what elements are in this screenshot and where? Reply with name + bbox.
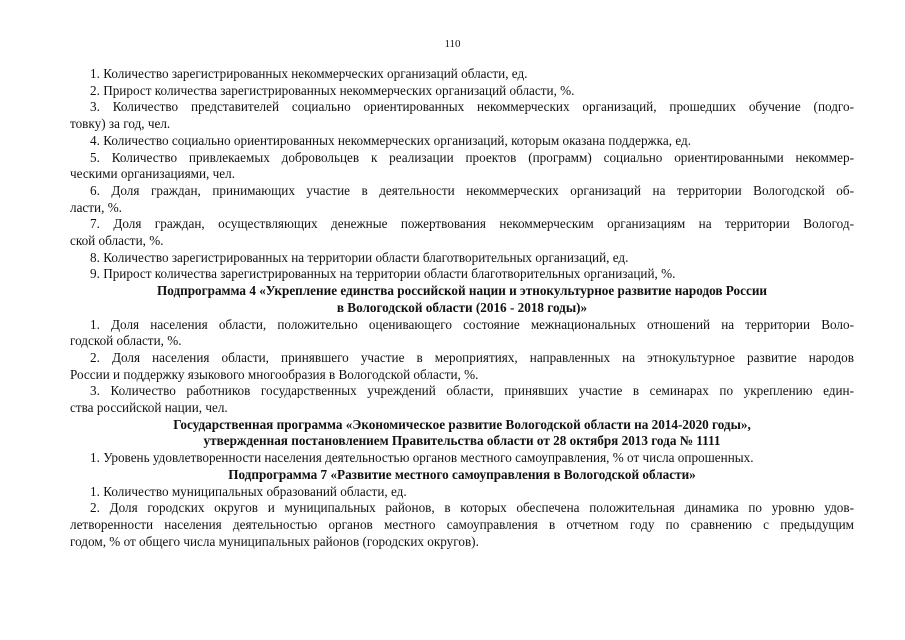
text-line: 3. Количество работников государственных учреждений области, принявших участие в семинарах по укреплению един- <box>90 383 854 399</box>
indicator-item <box>70 83 854 100</box>
section-heading <box>70 467 854 484</box>
text-line: России и поддержку языкового многообразия в Вологодской области, %. <box>70 366 479 382</box>
text-line: ческими организациями, чел. <box>70 166 235 182</box>
text-line: 1. Уровень удовлетворенности населения деятельностью органов местного самоуправления, % от числа опрошенных. <box>90 450 754 466</box>
indicator-item <box>70 216 854 249</box>
text-line: 2. Доля городских округов и муниципальных районов, в которых обеспечена положительная динамика по уровню удов- <box>90 500 854 516</box>
indicator-item <box>70 383 854 416</box>
indicator-item <box>70 266 854 283</box>
section-heading <box>70 417 854 450</box>
text-line: 2. Прирост количества зарегистрированных некоммерческих организаций области, %. <box>90 82 575 98</box>
indicator-item <box>70 484 854 501</box>
text-line: 7. Доля граждан, осуществляющих денежные пожертвования некоммерческим организациям на территории Вологод- <box>90 216 854 232</box>
document-body <box>70 66 854 550</box>
indicator-item <box>70 500 854 550</box>
indicator-item <box>70 99 854 132</box>
text-line: 8. Количество зарегистрированных на территории области благотворительных организаций, ед. <box>90 249 629 265</box>
text-line: годской области, %. <box>70 333 182 349</box>
text-line: 5. Количество привлекаемых добровольцев к реализации проектов (программ) социально ориентированными некоммер- <box>90 149 854 165</box>
section-heading <box>70 283 854 316</box>
text-line: 1. Количество зарегистрированных некоммерческих организаций области, ед. <box>90 66 528 81</box>
text-line: 1. Количество муниципальных образований области, ед. <box>90 483 407 499</box>
text-line: 2. Доля населения области, принявшего участие в мероприятиях, направленных на этнокультурное развитие народов <box>90 349 854 365</box>
indicator-item <box>70 350 854 383</box>
indicator-item <box>70 66 854 83</box>
text-line: 1. Доля населения области, положительно оценивающего состояние межнациональных отношений на территории Воло- <box>90 316 854 332</box>
text-line: 9. Прирост количества зарегистрированных на территории области благотворительных организаций, %. <box>90 266 676 282</box>
indicator-item <box>70 450 854 467</box>
text-line: 4. Количество социально ориентированных некоммерческих организаций, которым оказана поддержка, ед. <box>90 132 692 148</box>
indicator-item <box>70 317 854 350</box>
indicator-item <box>70 150 854 183</box>
text-line: ства российской нации, чел. <box>70 400 228 416</box>
text-line: 6. Доля граждан, принимающих участие в деятельности некоммерческих организаций на территории Вологодской об- <box>90 182 854 198</box>
indicator-item <box>70 250 854 267</box>
heading-line: Подпрограмма 7 «Развитие местного самоуправления в Вологодской области» <box>228 466 696 482</box>
text-line: 3. Количество представителей социально ориентированных некоммерческих организаций, прошедших обучение (подго- <box>90 99 854 115</box>
indicator-item <box>70 133 854 150</box>
text-line: годом, % от общего числа муниципальных районов (городских округов). <box>70 533 479 549</box>
heading-line: утвержденная постановлением Правительства области от 28 октября 2013 года № 1111 <box>203 433 721 449</box>
text-line: ской области, %. <box>70 233 164 249</box>
page-number: 110 <box>444 38 461 50</box>
text-line: товку) за год, чел. <box>70 116 171 132</box>
heading-line: Подпрограмма 4 «Укрепление единства российской нации и этнокультурное развитие народов России <box>156 283 768 299</box>
text-line: ласти, %. <box>70 199 122 215</box>
indicator-item <box>70 183 854 216</box>
heading-line: Государственная программа «Экономическое развитие Вологодской области на 2014-2020 годы», <box>173 416 751 432</box>
text-line: летворенности населения деятельностью органов местного самоуправления в отчетном году по сравнению с предыдущим <box>70 516 854 532</box>
heading-line: в Вологодской области (2016 - 2018 годы)» <box>336 299 588 315</box>
